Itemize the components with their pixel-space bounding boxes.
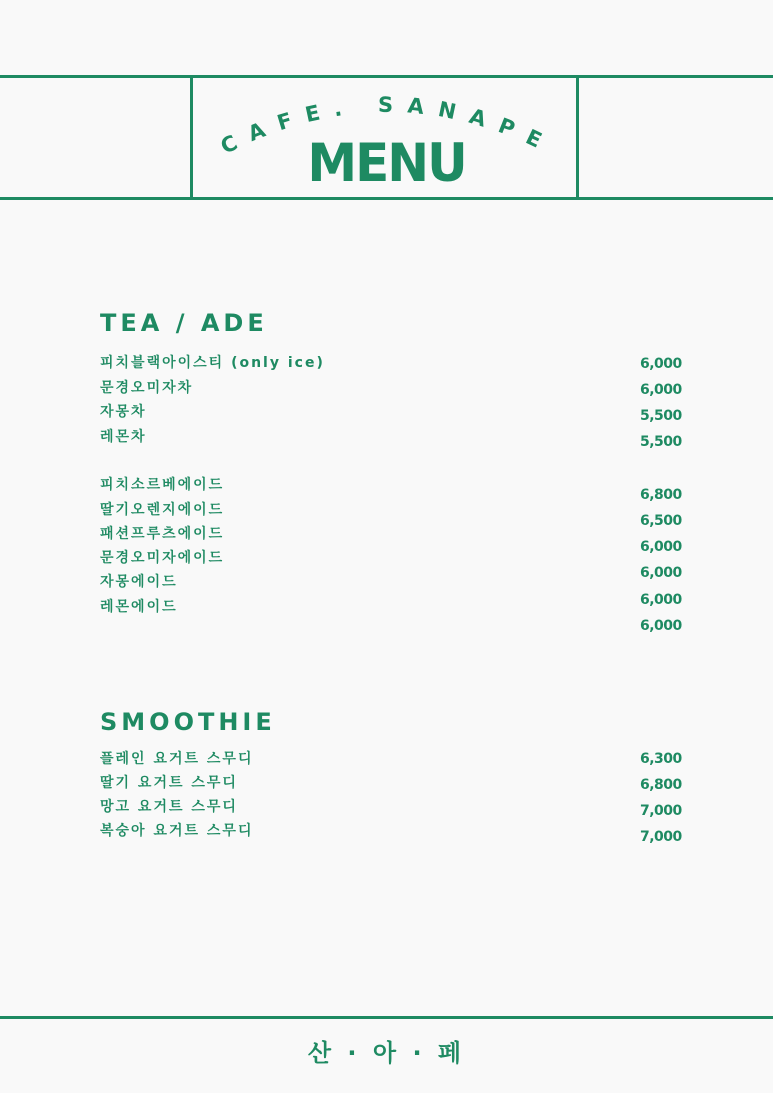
menu-item-name: 자몽차 bbox=[100, 404, 147, 420]
menu-item-price: 6,000 bbox=[640, 382, 682, 398]
menu-item-price: 6,000 bbox=[640, 565, 682, 581]
menu-item-name: 패션프루츠에이드 bbox=[100, 526, 225, 542]
menu-item-name: 망고 요거트 스무디 bbox=[100, 799, 238, 815]
menu-item-name: 복숭아 요거트 스무디 bbox=[100, 823, 254, 839]
header-top-rule bbox=[0, 75, 773, 78]
footer-text: 산 · 아 · 페 bbox=[307, 1039, 466, 1067]
brand-name-path: CAFE. SANAPE bbox=[216, 92, 559, 159]
menu-item-price: 6,500 bbox=[640, 513, 682, 529]
footer-rule bbox=[0, 1016, 773, 1019]
page-title: MENU bbox=[307, 132, 466, 194]
menu-item-name: 레몬에이드 bbox=[100, 599, 178, 615]
menu-item-name: 피치소르베에이드 bbox=[100, 477, 225, 493]
section-title-smoothie: SMOOTHIE bbox=[100, 708, 276, 736]
menu-item-price: 5,500 bbox=[640, 434, 682, 450]
menu-item-name: 딸기 요거트 스무디 bbox=[100, 775, 238, 791]
menu-item-price: 6,800 bbox=[640, 777, 682, 793]
menu-item-name: 문경오미자차 bbox=[100, 380, 194, 396]
header-bottom-rule bbox=[0, 197, 773, 200]
menu-item-name: 플레인 요거트 스무디 bbox=[100, 751, 254, 767]
menu-item-name: 문경오미자에이드 bbox=[100, 550, 225, 566]
menu-item-price: 5,500 bbox=[640, 408, 682, 424]
menu-item-price: 6,000 bbox=[640, 618, 682, 634]
menu-item-price: 6,800 bbox=[640, 487, 682, 503]
menu-item-price: 6,300 bbox=[640, 751, 682, 767]
menu-item-name: 피치블랙아이스티 (only ice) bbox=[100, 355, 325, 371]
menu-item-price: 6,000 bbox=[640, 539, 682, 555]
menu-item-name: 자몽에이드 bbox=[100, 574, 178, 590]
menu-item-price: 6,000 bbox=[640, 356, 682, 372]
menu-item-price: 6,000 bbox=[640, 592, 682, 608]
menu-item-name: 딸기오렌지에이드 bbox=[100, 502, 225, 518]
section-title-tea-ade: TEA / ADE bbox=[100, 309, 268, 337]
menu-item-price: 7,000 bbox=[640, 829, 682, 845]
menu-item-price: 7,000 bbox=[640, 803, 682, 819]
menu-item-name: 레몬차 bbox=[100, 429, 147, 445]
